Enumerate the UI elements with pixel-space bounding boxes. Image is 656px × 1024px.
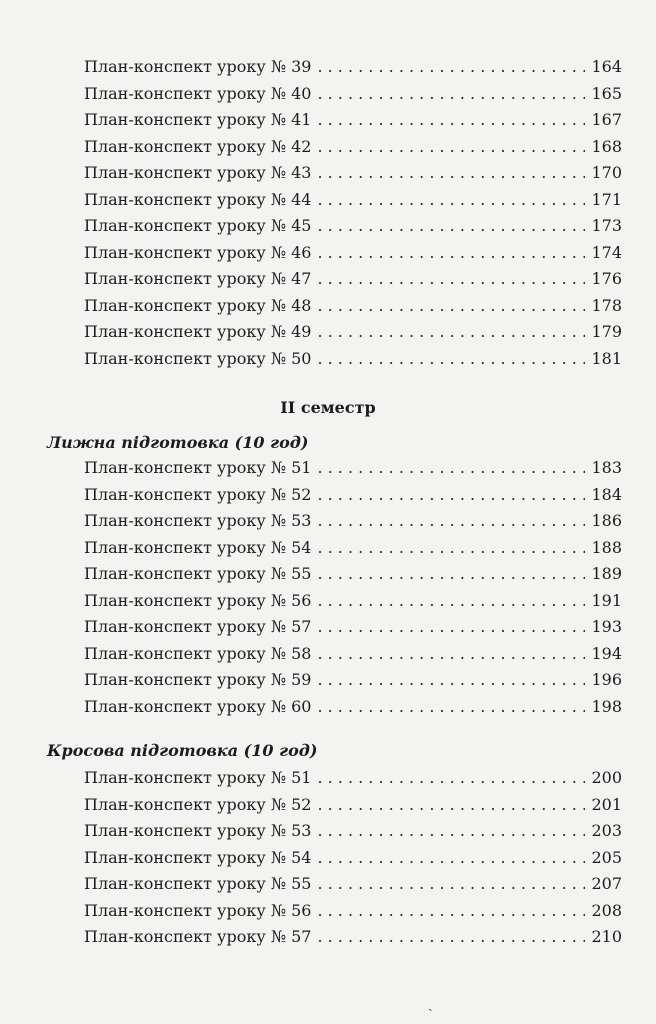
toc-entry[interactable] — [0, 134, 656, 161]
entry-title: План-конспект уроку № 55 — [84, 564, 312, 583]
entry-title: План-конспект уроку № 57 — [84, 927, 312, 946]
entry-title: План-конспект уроку № 56 — [84, 900, 312, 920]
dot-leader — [317, 561, 585, 588]
dot-leader — [317, 614, 585, 641]
toc-entry[interactable] — [0, 508, 656, 535]
dot-leader — [317, 160, 585, 187]
entry-title: План-конспект уроку № 56 — [84, 590, 312, 610]
entry-page-number: 194 — [591, 643, 622, 663]
entry-title: План-конспект уроку № 49 — [84, 322, 312, 341]
entry-title: План-конспект уроку № 52 — [84, 794, 312, 814]
entry-page-number: 183 — [591, 458, 622, 477]
dot-leader — [317, 81, 585, 108]
entry-page-number: 205 — [591, 847, 622, 867]
dot-leader — [317, 588, 585, 615]
entry-title: План-конспект уроку № 45 — [84, 216, 312, 235]
entry-title: План-конспект уроку № 40 — [84, 83, 312, 103]
entry-page-number: 208 — [591, 900, 622, 920]
entry-title: План-конспект уроку № 52 — [84, 484, 312, 504]
toc-entry[interactable] — [0, 535, 656, 562]
toc-entry[interactable] — [0, 694, 656, 721]
entry-title: План-конспект уроку № 57 — [84, 617, 312, 636]
entry-page-number: 173 — [591, 216, 622, 235]
toc-entry[interactable] — [0, 240, 656, 267]
dot-leader — [317, 818, 585, 845]
dot-leader — [317, 667, 585, 694]
toc-entry[interactable] — [0, 924, 656, 951]
entry-page-number: 188 — [591, 537, 622, 557]
entry-title: План-конспект уроку № 39 — [84, 57, 312, 76]
entry-page-number: 176 — [591, 269, 622, 288]
entry-title: План-конспект уроку № 53 — [84, 821, 312, 840]
dot-leader — [317, 694, 585, 721]
entry-page-number: 189 — [591, 564, 622, 583]
dot-leader — [317, 54, 585, 81]
semester-heading: II семестр — [280, 398, 376, 417]
entry-page-number: 196 — [591, 670, 622, 689]
entry-page-number: 191 — [591, 590, 622, 610]
dot-leader — [317, 924, 585, 951]
toc-entry[interactable] — [0, 614, 656, 641]
entry-page-number: 168 — [591, 136, 622, 156]
dot-leader — [317, 482, 585, 509]
toc-entry[interactable] — [0, 213, 656, 240]
entry-title: План-конспект уроку № 54 — [84, 537, 312, 557]
entry-page-number: 181 — [591, 348, 622, 368]
entry-page-number: 174 — [591, 242, 622, 262]
dot-leader — [317, 792, 585, 819]
toc-entry[interactable] — [0, 107, 656, 134]
entry-title: План-конспект уроку № 59 — [84, 670, 312, 689]
toc-entry[interactable] — [0, 160, 656, 187]
dot-leader — [317, 319, 585, 346]
dot-leader — [317, 346, 585, 373]
entry-page-number: 203 — [591, 821, 622, 840]
toc-entry[interactable] — [0, 346, 656, 373]
entry-page-number: 210 — [591, 927, 622, 946]
dot-leader — [317, 107, 585, 134]
dot-leader — [317, 508, 585, 535]
entry-page-number: 178 — [591, 295, 622, 315]
entry-title: План-конспект уроку № 47 — [84, 269, 312, 288]
entry-page-number: 164 — [591, 57, 622, 76]
entry-page-number: 207 — [591, 874, 622, 893]
dot-leader — [317, 871, 585, 898]
entry-page-number: 167 — [591, 110, 622, 129]
dot-leader — [317, 455, 585, 482]
toc-entry[interactable] — [0, 187, 656, 214]
dot-leader — [317, 240, 585, 267]
entry-page-number: 193 — [591, 617, 622, 636]
entry-title: План-конспект уроку № 53 — [84, 511, 312, 530]
dot-leader — [317, 187, 585, 214]
entry-title: План-конспект уроку № 46 — [84, 242, 312, 262]
toc-entry[interactable] — [0, 81, 656, 108]
entry-title: План-конспект уроку № 48 — [84, 295, 312, 315]
entry-page-number: 170 — [591, 163, 622, 182]
dot-leader — [317, 535, 585, 562]
toc-entry[interactable] — [0, 455, 656, 482]
toc-entry[interactable] — [0, 765, 656, 792]
toc-entry[interactable] — [0, 845, 656, 872]
entry-page-number: 198 — [591, 696, 622, 716]
dot-leader — [317, 845, 585, 872]
entry-page-number: 184 — [591, 484, 622, 504]
entry-page-number: 200 — [591, 768, 622, 787]
toc-entry[interactable] — [0, 54, 656, 81]
toc-entry[interactable] — [0, 871, 656, 898]
entry-title: План-конспект уроку № 51 — [84, 768, 312, 787]
entry-title: План-конспект уроку № 44 — [84, 189, 312, 209]
entry-title: План-конспект уроку № 60 — [84, 696, 312, 716]
toc-entry[interactable] — [0, 482, 656, 509]
entry-page-number: 186 — [591, 511, 622, 530]
toc-entry[interactable] — [0, 561, 656, 588]
toc-list-cross — [0, 765, 656, 951]
section-title-cross: Кросова підготовка (10 год) — [47, 741, 318, 760]
toc-entry[interactable] — [0, 667, 656, 694]
entry-page-number: 171 — [591, 189, 622, 209]
toc-entry[interactable] — [0, 588, 656, 615]
dot-leader — [317, 641, 585, 668]
dot-leader — [317, 765, 585, 792]
entry-title: План-конспект уроку № 54 — [84, 847, 312, 867]
stray-ink-mark: ˏ — [428, 996, 433, 1012]
dot-leader — [317, 898, 585, 925]
toc-entry[interactable] — [0, 319, 656, 346]
toc-entry[interactable] — [0, 792, 656, 819]
entry-title: План-конспект уроку № 42 — [84, 136, 312, 156]
entry-page-number: 201 — [591, 794, 622, 814]
entry-title: План-конспект уроку № 55 — [84, 874, 312, 893]
dot-leader — [317, 293, 585, 320]
toc-entry[interactable] — [0, 641, 656, 668]
dot-leader — [317, 213, 585, 240]
entry-title: План-конспект уроку № 50 — [84, 348, 312, 368]
dot-leader — [317, 134, 585, 161]
toc-list-ski — [0, 455, 656, 720]
section-title-ski: Лижна підготовка (10 год) — [47, 433, 309, 452]
entry-title: План-конспект уроку № 58 — [84, 643, 312, 663]
entry-page-number: 179 — [591, 322, 622, 341]
toc-entry[interactable] — [0, 898, 656, 925]
toc-entry[interactable] — [0, 293, 656, 320]
toc-entry[interactable] — [0, 818, 656, 845]
dot-leader — [317, 266, 585, 293]
entry-page-number: 165 — [591, 83, 622, 103]
entry-title: План-конспект уроку № 51 — [84, 458, 312, 477]
toc-list-top — [0, 54, 656, 372]
toc-entry[interactable] — [0, 266, 656, 293]
entry-title: План-конспект уроку № 43 — [84, 163, 312, 182]
entry-title: План-конспект уроку № 41 — [84, 110, 312, 129]
